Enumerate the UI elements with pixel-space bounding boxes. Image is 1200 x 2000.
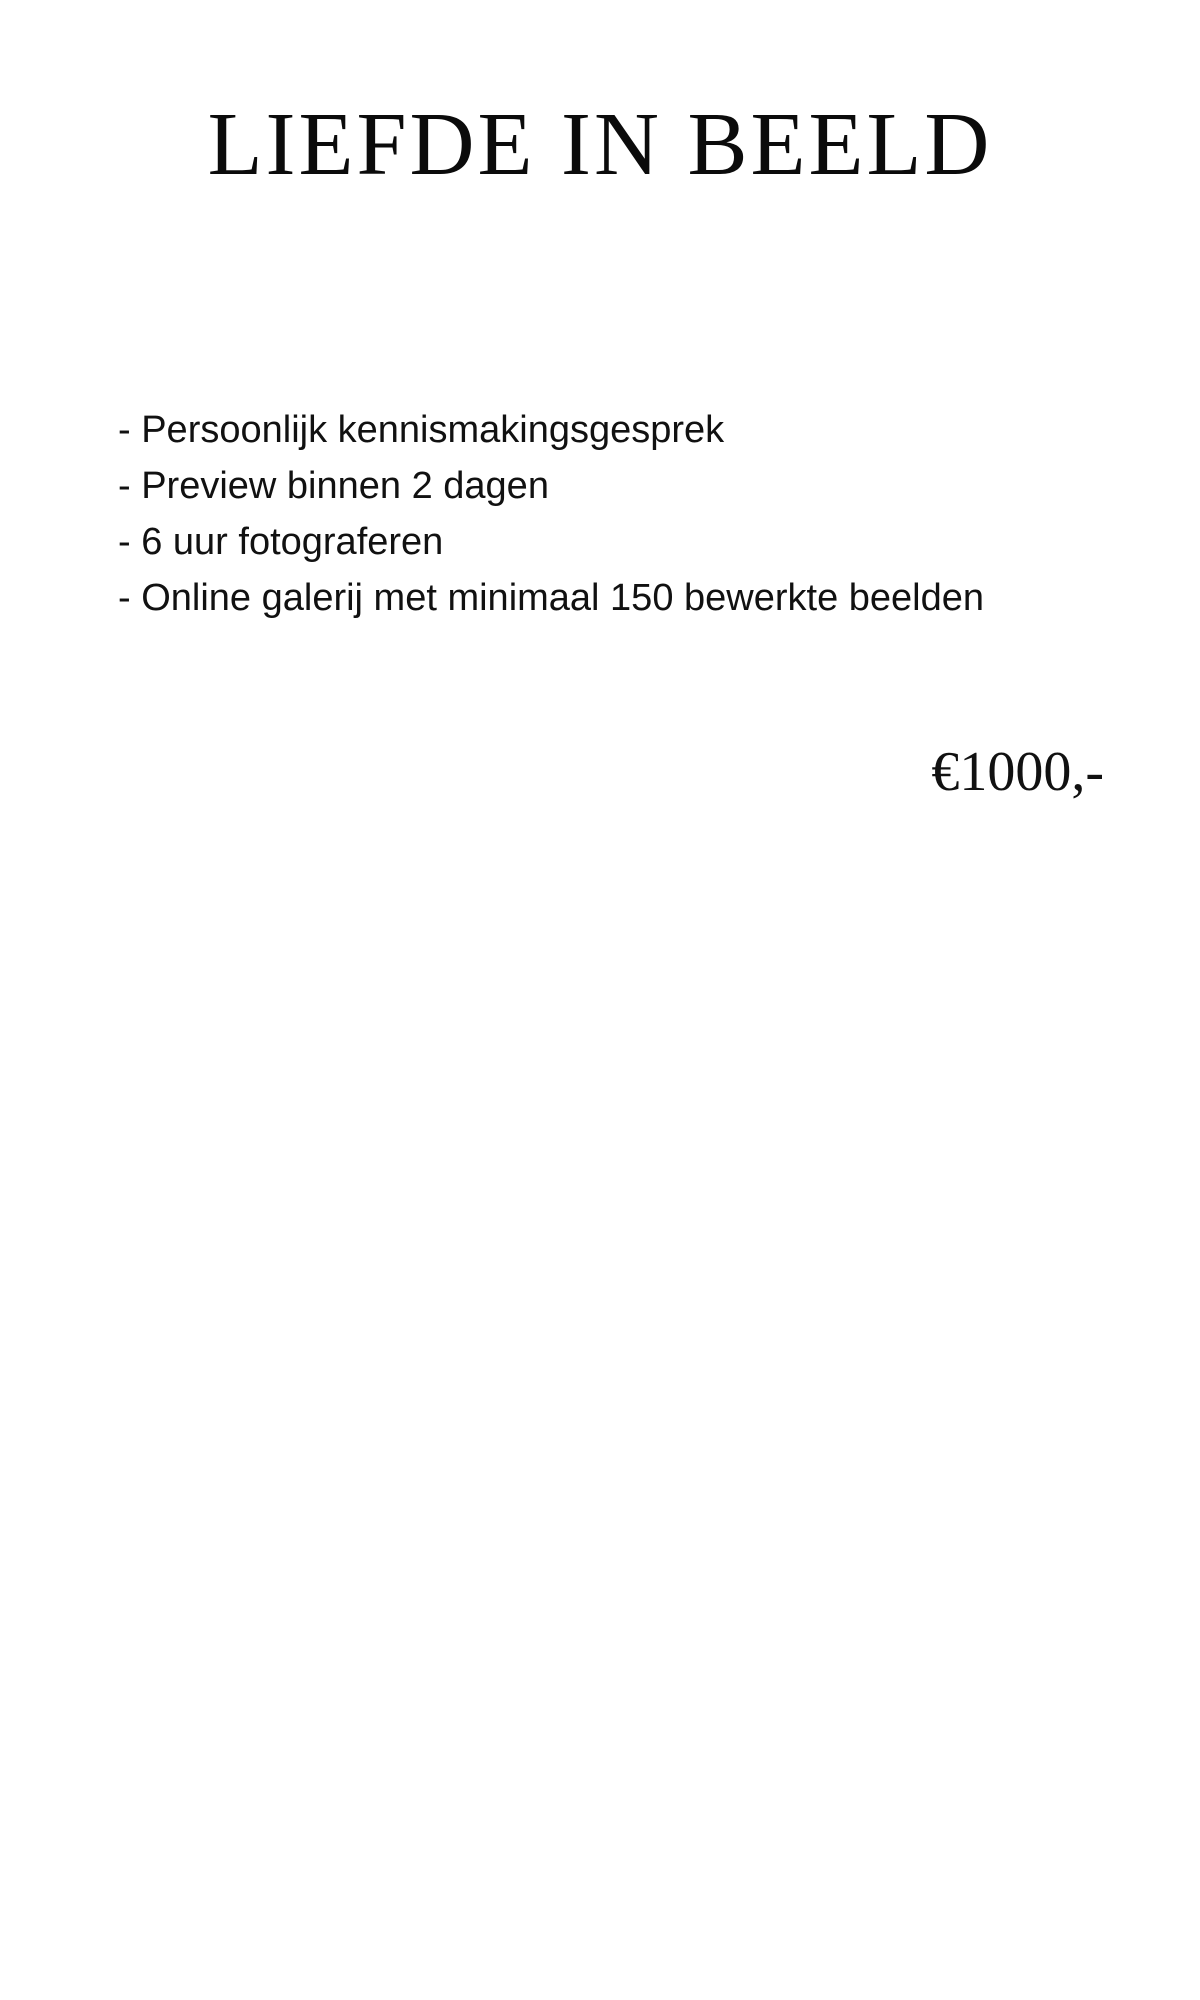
feature-item: - Persoonlijk kennismakingsgesprek [118,409,725,451]
feature-item: - 6 uur fotograferen [118,521,444,563]
feature-item: - Online galerij met minimaal 150 bewerkte beelden [118,577,985,619]
package-price: €1000,- [931,741,1104,803]
feature-list [118,402,1118,626]
feature-item: - Preview binnen 2 dagen [118,465,549,507]
package-title: LIEFDE IN BEELD [207,95,993,194]
